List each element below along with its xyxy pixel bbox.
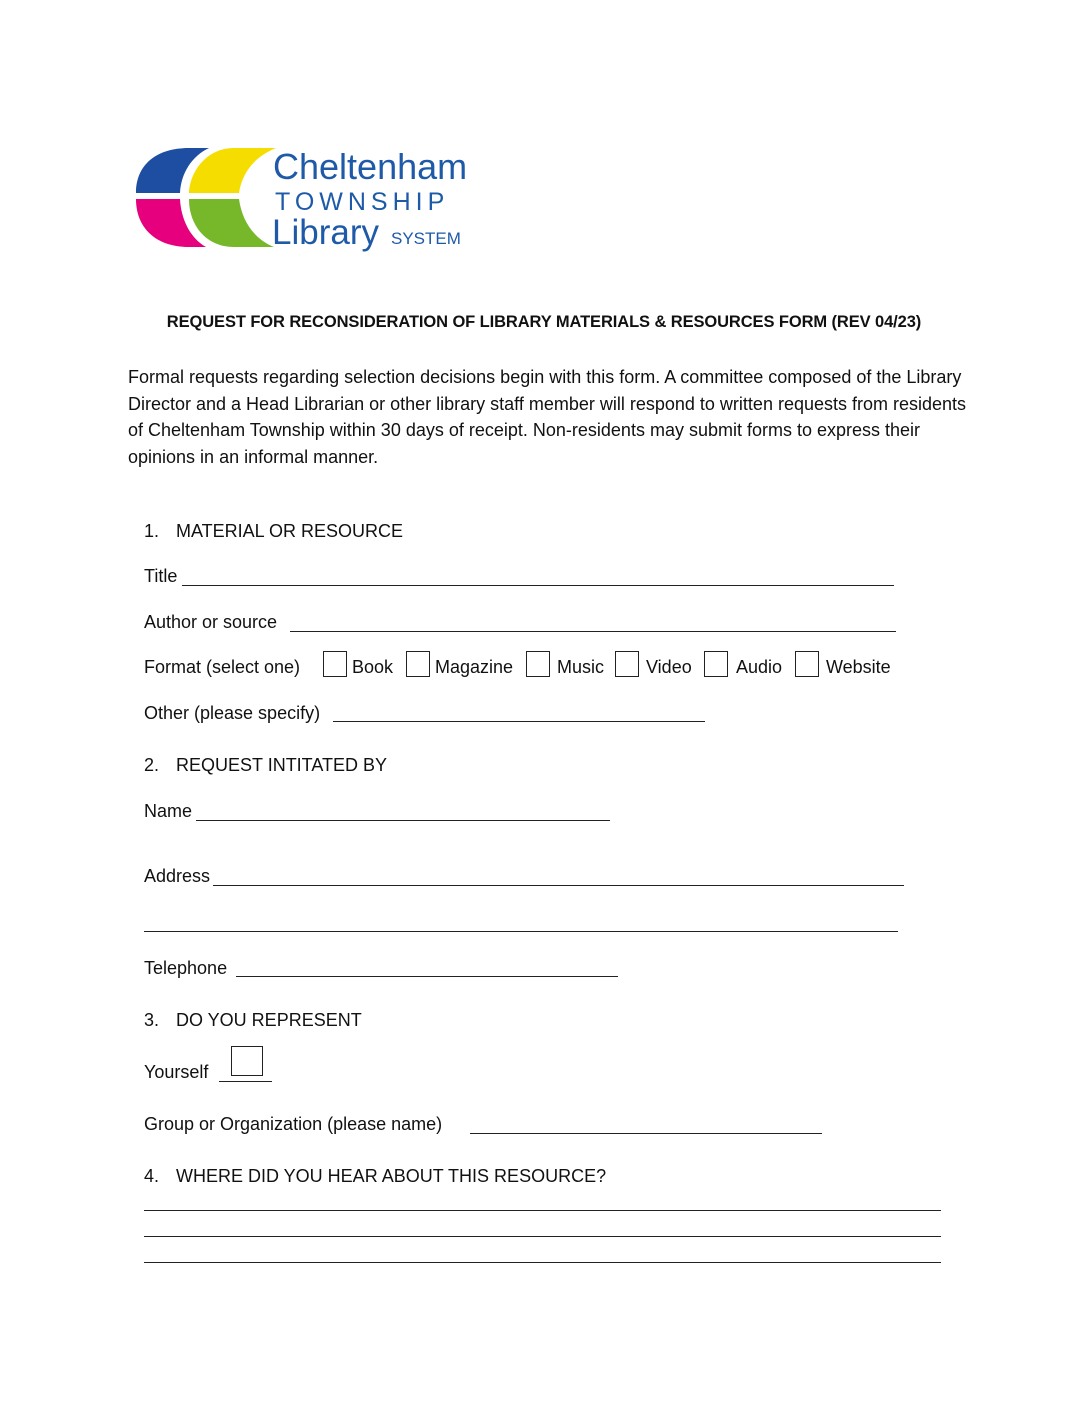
library-logo: [134, 143, 484, 258]
section-number: 2.: [144, 755, 160, 775]
intro-paragraph: Formal requests regarding selection decisions begin with this form. A committee composed of the Library Director and a Head Librarian or other library staff member will respond to written requests from residents of Cheltenham Township within 30 days of receipt. Non-residents may submit forms to express their opinions in an informal manner.: [128, 367, 967, 467]
format-music-label: Music: [557, 657, 605, 677]
format-music-checkbox[interactable]: [526, 651, 550, 677]
title-field[interactable]: [182, 585, 894, 586]
logo-mark-icon: [136, 148, 276, 247]
section-number: 3.: [144, 1010, 160, 1030]
format-audio-label: Audio: [736, 657, 783, 677]
section-title: REQUEST INTITATED BY: [176, 755, 388, 775]
source-field-line-1[interactable]: [144, 1210, 941, 1211]
section-title: DO YOU REPRESENT: [176, 1010, 362, 1030]
section-1-heading: [144, 519, 403, 543]
format-magazine-label: Magazine: [435, 657, 514, 677]
format-audio-checkbox[interactable]: [704, 651, 728, 677]
yourself-underline: [219, 1081, 272, 1082]
format-video-checkbox[interactable]: [615, 651, 639, 677]
title-label: Title: [144, 566, 178, 586]
section-title: MATERIAL OR RESOURCE: [176, 521, 404, 541]
logo-line-2: TOWNSHIP: [275, 188, 450, 216]
name-field[interactable]: [196, 820, 610, 821]
telephone-field[interactable]: [236, 976, 618, 977]
source-field-line-3[interactable]: [144, 1262, 941, 1263]
yourself-label: Yourself: [144, 1062, 209, 1082]
group-field[interactable]: [470, 1133, 822, 1134]
format-magazine-checkbox[interactable]: [406, 651, 430, 677]
group-label: Group or Organization (please name): [144, 1114, 443, 1134]
logo-line-3b: SYSTEM: [391, 229, 461, 248]
address-label: Address: [144, 866, 211, 886]
format-book-checkbox[interactable]: [323, 651, 347, 677]
address-field-line-1[interactable]: [213, 885, 904, 886]
form-title: REQUEST FOR RECONSIDERATION OF LIBRARY MATERIALS & RESOURCES FORM (REV 04/23): [166, 313, 922, 331]
section-4-heading: [144, 1164, 606, 1188]
format-book-label: Book: [352, 657, 394, 677]
other-label: Other (please specify): [144, 703, 321, 723]
source-field-line-2[interactable]: [144, 1236, 941, 1237]
section-number: 1.: [144, 521, 160, 541]
section-title: WHERE DID YOU HEAR ABOUT THIS RESOURCE?: [176, 1166, 607, 1186]
section-number: 4.: [144, 1166, 160, 1186]
name-label: Name: [144, 801, 193, 821]
logo-line-3a: Library: [272, 213, 379, 252]
format-website-checkbox[interactable]: [795, 651, 819, 677]
format-website-label: Website: [826, 657, 891, 677]
author-field[interactable]: [290, 631, 896, 632]
format-video-label: Video: [646, 657, 692, 677]
author-label: Author or source: [144, 612, 278, 632]
yourself-checkbox[interactable]: [231, 1046, 263, 1076]
address-field-line-2[interactable]: [144, 931, 898, 932]
format-label: Format (select one): [144, 657, 301, 677]
logo-line-1: Cheltenham: [273, 146, 468, 187]
other-field[interactable]: [333, 721, 705, 722]
section-3-heading: [144, 1008, 362, 1032]
telephone-label: Telephone: [144, 958, 228, 978]
section-2-heading: [144, 753, 387, 777]
